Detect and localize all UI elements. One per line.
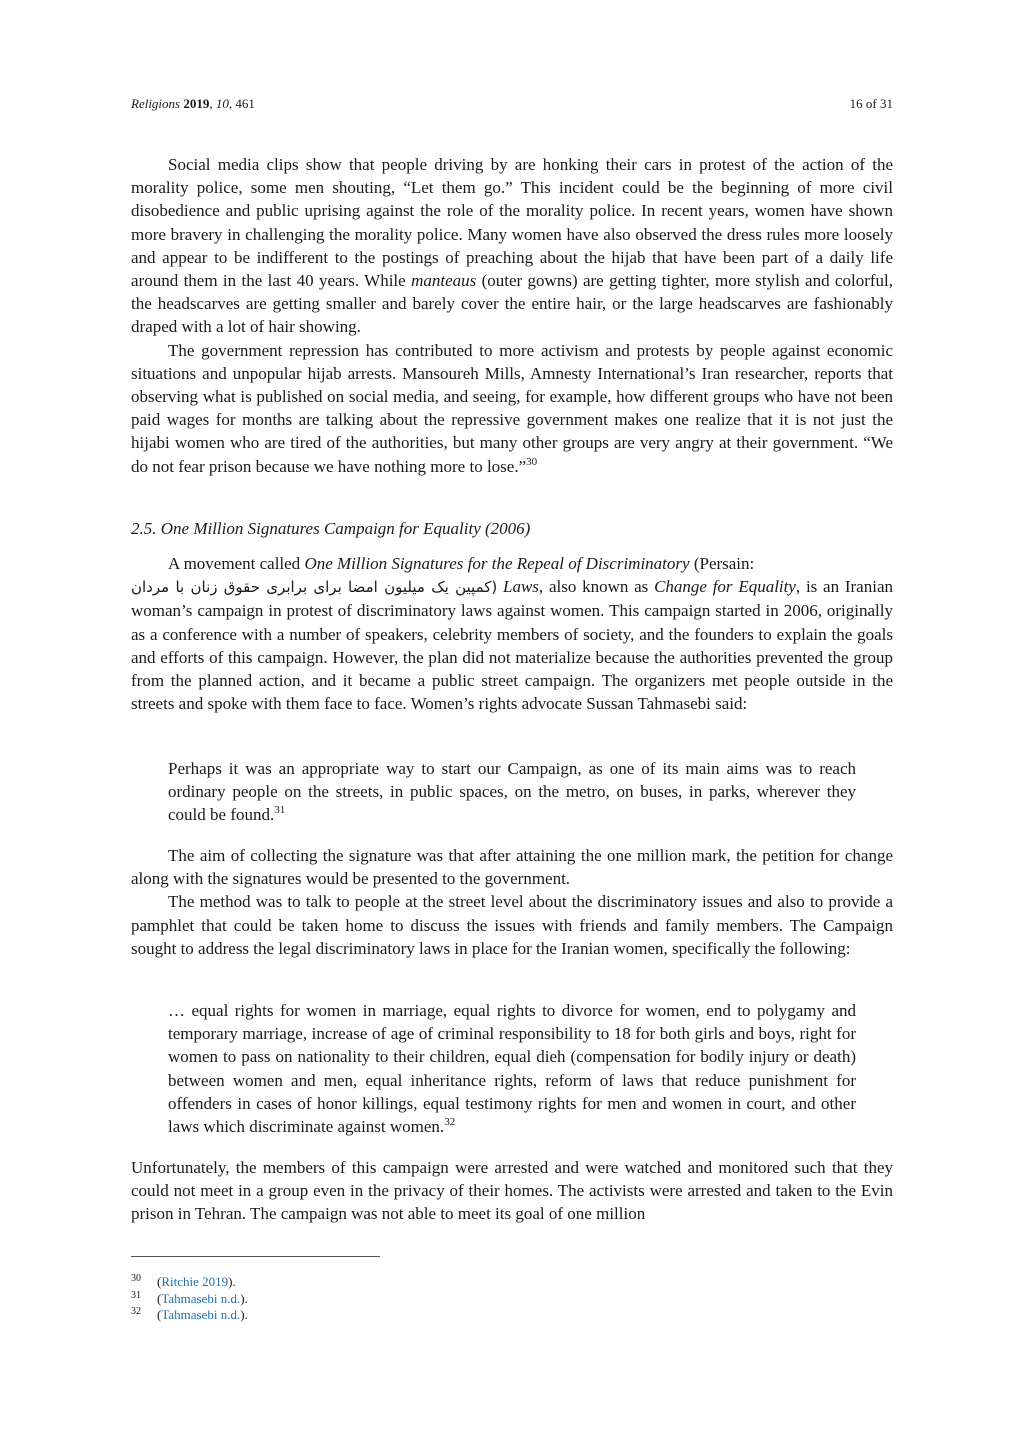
- footnote: [131, 1291, 248, 1308]
- body-section-1: [131, 153, 893, 478]
- page-number: 16 of 31: [849, 96, 893, 111]
- citation-link[interactable]: Ritchie 2019: [161, 1274, 229, 1289]
- paragraph-text: (outer gowns) are getting tighter, more stylish and colorful, the headscarves are getting smaller and barely cover the entire hair, or the large headscarves are fashionably draped with a lot of hair showing.: [131, 271, 893, 337]
- paragraph-text: The government repression has contributed to more activism and protests by people against economic situations and unpopular hijab arrests. Mansoureh Mills, Amnesty International’s Iran researcher, reports that observing what is published on social media, and seeing, for example, how different groups who have not been paid wages for months are talking about the repressive government makes one realize that it is not just the hijabi women who are tired of the authorities, but many other groups are very angry at their government. “We do not fear prison because we have nothing more to lose.”: [131, 340, 893, 476]
- footnote-number: 31: [131, 1289, 141, 1301]
- quote-text: … equal rights for women in marriage, equal rights to divorce for women, end to polygamy and temporary marriage, increase of age of criminal responsibility to 18 for both girls and boys, right for women to pass on nationality to their children, equal dieh (compensation for bodily injury or death) between women and men, equal inheritance rights, reform of laws that reduce punishment for offenders in cases of honor killings, equal testimony rights for men and women in court, and other laws which discriminate against women.: [168, 1001, 856, 1137]
- paragraph: The method was to talk to people at the street level about the discriminatory issues and also to provide a pamphlet that could be taken home to discuss the issues with friends and family members. The Campaign sought to address the legal discriminatory laws in place for the Iranian women, specifically the following:: [131, 892, 893, 958]
- journal-volume: 10: [215, 96, 229, 111]
- footnote: [131, 1274, 248, 1291]
- running-header: [131, 96, 893, 116]
- paragraph-text: , also known as: [538, 577, 655, 597]
- body-section-3: [131, 844, 893, 960]
- paragraph: The aim of collecting the signature was that after attaining the one million mark, the petition for change along with the signatures would be presented to the government.: [131, 846, 893, 889]
- footnotes: [131, 1274, 248, 1324]
- footnote-paren: ).: [228, 1274, 236, 1289]
- footnote-paren: (: [157, 1274, 162, 1289]
- journal-name: Religions: [131, 96, 181, 111]
- journal-year: 2019: [183, 96, 210, 111]
- article-number: 461: [235, 96, 255, 111]
- italic-title: Change for Equality: [654, 577, 796, 597]
- footnote-paren: ).: [240, 1307, 248, 1322]
- footnote-number: 30: [131, 1273, 141, 1284]
- footnote-ref[interactable]: 30: [526, 455, 538, 468]
- block-quote: [168, 757, 856, 827]
- paragraph: Unfortunately, the members of this campaign were arrested and were watched and monitored such that they could not meet in a group even in the privacy of their homes. The activists were arrested and taken to the Evin prison in Tehran. The campaign was not able to meet its goal of one million: [131, 1158, 893, 1224]
- footnote-ref[interactable]: 31: [274, 804, 286, 817]
- footnote-ref[interactable]: 32: [444, 1116, 456, 1129]
- paragraph: [131, 552, 893, 715]
- italic-title: One Million Signatures for the Repeal of Discriminatory: [304, 554, 690, 573]
- paragraph-text: , is an Iranian woman’s campaign in protest of discriminatory laws against women. This campaign started in 2006, originally as a conference with a number of speakers, celebrity members of society, and the founders to explain the goals and efforts of this campaign. However, the plan did not materialize because the authorities prevented the group from the planned action, and it became a public street campaign. The organizers met people outside in the streets and spoke with them face to face. Women’s rights advocate Sussan Tahmasebi said:: [131, 577, 893, 714]
- paragraph: [131, 153, 893, 339]
- footnote: [131, 1307, 248, 1324]
- footnote-paren: (: [157, 1307, 162, 1322]
- paragraph-text: A movement called: [168, 554, 305, 573]
- block-quote: [168, 999, 856, 1138]
- section-heading: 2.5. One Million Signatures Campaign for Equality (2006): [131, 519, 531, 538]
- paragraph-text: Social media clips show that people driving by are honking their cars in protest of the action of the morality police, some men shouting, “Let them go.” This incident could be the beginning of more civil disobedience and public uprising against the role of the morality police. In recent years, women have shown more bravery in challenging the morality police. Many women have also observed the dress rules more loosely and appear to be indifferent to the postings of preaching about the hijab that have been part of a daily life around them in the last 40 years. While: [131, 155, 893, 291]
- quote-text: Perhaps it was an appropriate way to start our Campaign, as one of its main aims was to reach ordinary people on the streets, in public spaces, on the metro, on buses, in parks, wherever they could be found.: [168, 759, 856, 825]
- citation-link[interactable]: Tahmasebi n.d.: [161, 1307, 241, 1322]
- journal-citation: Religions 2019, 10, 461: [131, 96, 255, 111]
- footnote-paren: ).: [240, 1290, 248, 1306]
- citation-link[interactable]: Tahmasebi n.d.: [161, 1290, 241, 1306]
- italic-term: manteaus: [411, 271, 477, 291]
- italic-title: Laws: [503, 577, 539, 597]
- persian-text: (کمپین یک میلیون امضا برای برابری حقوق زنان با مردان: [131, 578, 498, 597]
- footnote-paren: (: [157, 1290, 162, 1306]
- paragraph-text: (Persain:: [689, 554, 755, 573]
- body-section-2: [131, 552, 893, 715]
- footnote-number: 32: [131, 1306, 141, 1317]
- footnote-divider: [131, 1256, 380, 1257]
- paragraph: [131, 339, 893, 478]
- body-section-4: [131, 1156, 893, 1226]
